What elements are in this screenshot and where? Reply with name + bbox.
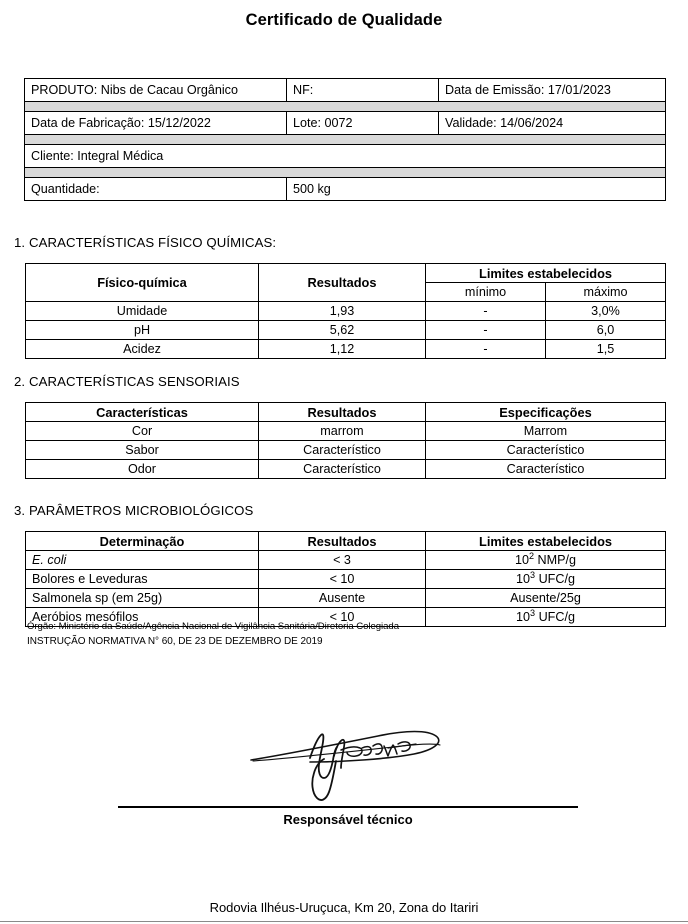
micro-name: Bolores e Leveduras xyxy=(26,570,259,589)
footnote-line-2: INSTRUÇÃO NORMATIVA N° 60, DE 23 DE DEZEMBRO DE 2019 xyxy=(27,635,323,647)
phys-minimo: - xyxy=(426,302,546,321)
micro-limite-unit: Ausente/25g xyxy=(510,591,581,605)
micro-limite-exponent: 3 xyxy=(530,607,536,618)
micro-name: E. coli xyxy=(26,551,259,570)
table-header-row xyxy=(26,532,666,551)
micro-resultado: Ausente xyxy=(259,589,426,608)
table-row xyxy=(26,422,666,441)
info-cell-quantidade-label: Quantidade: xyxy=(25,178,287,201)
phys-resultado: 1,12 xyxy=(259,340,426,359)
signature-line xyxy=(118,806,578,808)
signature-area xyxy=(118,712,578,804)
info-spacer-cell xyxy=(25,102,666,112)
table-row xyxy=(26,570,666,589)
sens-header-col1: Características xyxy=(26,403,259,422)
table-row xyxy=(26,441,666,460)
micro-limite-exponent: 2 xyxy=(528,550,535,561)
micro-resultado: < 3 xyxy=(259,551,426,570)
sens-name: Sabor xyxy=(26,441,259,460)
sensory-table xyxy=(25,402,666,479)
section-heading-physico: 1. CARACTERÍSTICAS FÍSICO QUÍMICAS: xyxy=(14,235,277,250)
section-heading-microbiologico: 3. PARÂMETROS MICROBIOLÓGICOS xyxy=(14,503,254,518)
info-spacer-cell xyxy=(25,168,666,178)
microbiological-table xyxy=(25,531,666,627)
micro-limite-base: 10 xyxy=(516,572,531,586)
micro-header-col2: Resultados xyxy=(259,532,426,551)
phys-name: Umidade xyxy=(26,302,259,321)
sens-especificacao: Característico xyxy=(426,441,666,460)
info-cell-cliente: Cliente: Integral Médica xyxy=(25,145,666,168)
phys-name: Acidez xyxy=(26,340,259,359)
footer-divider xyxy=(0,921,688,922)
signature-image xyxy=(248,716,463,804)
table-row xyxy=(26,340,666,359)
phys-minimo: - xyxy=(426,321,546,340)
table-row xyxy=(26,302,666,321)
micro-resultado: < 10 xyxy=(259,570,426,589)
phys-maximo: 1,5 xyxy=(546,340,666,359)
micro-limite-exponent: 3 xyxy=(530,569,536,580)
micro-limite-unit: NMP/g xyxy=(534,553,577,567)
info-cell-produto: PRODUTO: Nibs de Cacau Orgânico xyxy=(25,79,287,102)
sens-especificacao: Característico xyxy=(426,460,666,479)
micro-limite xyxy=(426,589,666,608)
phys-resultado: 1,93 xyxy=(259,302,426,321)
micro-header-col3: Limites estabelecidos xyxy=(426,532,666,551)
info-spacer-row-3 xyxy=(25,168,666,178)
page-title: Certificado de Qualidade xyxy=(245,11,443,29)
signature-label: Responsável técnico xyxy=(283,812,413,827)
micro-name: Salmonela sp (em 25g) xyxy=(26,589,259,608)
info-spacer-cell xyxy=(25,135,666,145)
info-cell-data-emissao: Data de Emissão: 17/01/2023 xyxy=(439,79,666,102)
micro-limite xyxy=(426,608,666,627)
table-row xyxy=(26,589,666,608)
sens-name: Odor xyxy=(26,460,259,479)
info-row-produto xyxy=(25,79,666,102)
phys-name: pH xyxy=(26,321,259,340)
micro-name: Aeróbios mesófilos xyxy=(26,608,259,627)
footer-address: Rodovia Ilhéus-Uruçuca, Km 20, Zona do Itariri xyxy=(209,900,479,915)
info-cell-data-fabricacao: Data de Fabricação: 15/12/2022 xyxy=(25,112,287,135)
physico-chemical-table xyxy=(25,263,666,359)
table-row xyxy=(26,551,666,570)
micro-limite-unit: UFC/g xyxy=(535,572,575,586)
table-header-row xyxy=(26,403,666,422)
sens-name: Cor xyxy=(26,422,259,441)
micro-limite xyxy=(426,570,666,589)
sens-resultado: marrom xyxy=(259,422,426,441)
phys-maximo: 3,0% xyxy=(546,302,666,321)
phys-maximo: 6,0 xyxy=(546,321,666,340)
micro-limite-unit: UFC/g xyxy=(535,610,575,624)
info-spacer-row-1 xyxy=(25,102,666,112)
micro-header-col1: Determinação xyxy=(26,532,259,551)
sens-header-col2: Resultados xyxy=(259,403,426,422)
info-row-quantidade xyxy=(25,178,666,201)
product-info-table xyxy=(24,78,666,201)
table-row xyxy=(26,321,666,340)
micro-resultado: < 10 xyxy=(259,608,426,627)
sens-resultado: Característico xyxy=(259,460,426,479)
micro-limite xyxy=(426,551,666,570)
info-row-fabricacao xyxy=(25,112,666,135)
footnote-line-1: Órgão: Ministério da Saúde/Agência Nacional de Vigilância Sanitária/Diretoria Colegiada xyxy=(27,621,399,632)
info-cell-quantidade-value: 500 kg xyxy=(287,178,666,201)
info-cell-validade: Validade: 14/06/2024 xyxy=(439,112,666,135)
sens-resultado: Característico xyxy=(259,441,426,460)
info-cell-nf: NF: xyxy=(287,79,439,102)
table-header-row xyxy=(26,264,666,283)
section-heading-sensorial: 2. CARACTERÍSTICAS SENSORIAIS xyxy=(14,374,240,389)
phys-resultado: 5,62 xyxy=(259,321,426,340)
info-spacer-row-2 xyxy=(25,135,666,145)
phys-header-limits: Limites estabelecidos xyxy=(426,264,666,283)
info-cell-lote: Lote: 0072 xyxy=(287,112,439,135)
table-row xyxy=(26,460,666,479)
sens-header-col3: Especificações xyxy=(426,403,666,422)
microbiological-footnote xyxy=(27,621,447,647)
phys-header-col2: Resultados xyxy=(259,264,426,302)
phys-header-minimo: mínimo xyxy=(426,283,546,302)
sens-especificacao: Marrom xyxy=(426,422,666,441)
micro-limite-base: 10 xyxy=(516,610,531,624)
phys-header-maximo: máximo xyxy=(546,283,666,302)
phys-minimo: - xyxy=(426,340,546,359)
info-row-cliente xyxy=(25,145,666,168)
phys-header-col1: Físico-química xyxy=(26,264,259,302)
micro-limite-base: 10 xyxy=(514,553,529,567)
